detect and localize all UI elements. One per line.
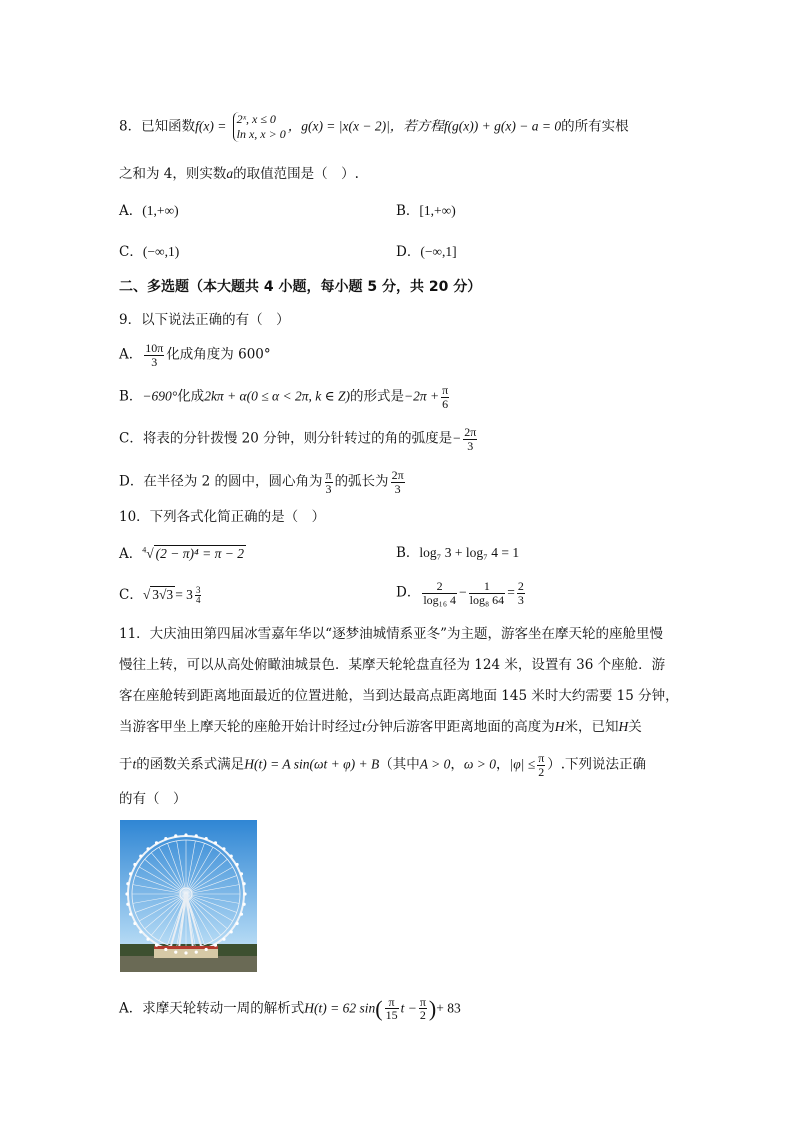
wheel-cabin [164, 948, 167, 951]
wheel-cabin [133, 922, 136, 925]
q10-b-math: log₇ 3 + log₇ 4 = 1 [419, 545, 520, 560]
q9-option-a [119, 342, 271, 368]
q10-c-exp-num: 3 [195, 585, 201, 595]
q9-d-den1: 3 [325, 481, 332, 496]
q9-a-frac [144, 342, 164, 368]
q8-prefix: 8．已知函数 [119, 118, 196, 135]
q9-a-num: 10π [145, 341, 164, 355]
q8-option-d-label: D． [396, 244, 421, 260]
wheel-cabin [205, 837, 208, 840]
q8-eq: f(g(x)) + g(x) − a = 0 [443, 118, 562, 134]
q11-a-den1: 15 [385, 1008, 398, 1023]
q11-a-frac2 [419, 996, 427, 1022]
q11-a-math1: H(t) = 62 sin [304, 1000, 376, 1016]
q9-c-label: C． [119, 430, 143, 447]
q9-d-label: D． [119, 473, 144, 490]
q11-a-den2: 2 [419, 1008, 426, 1023]
q9-b-text2: 的形式是 [350, 388, 404, 405]
q11-a-num2: π [419, 994, 426, 1009]
q9-b-den: 6 [442, 396, 449, 411]
q10-d-num1: 2 [422, 580, 457, 594]
q9-d-den2: 3 [394, 481, 401, 496]
wheel-cabin [164, 837, 167, 840]
q11-phi-frac [537, 752, 545, 778]
q10-d-frac1 [422, 580, 457, 606]
q11-a-label: A． [119, 1000, 143, 1017]
wheel-cabin [126, 903, 129, 906]
q10-b-label: B． [396, 545, 420, 561]
q8-piecewise [233, 112, 286, 142]
q8-gx: ，g(x) = |x(x − 2)|，若方程 [287, 118, 444, 134]
wheel-cabin [222, 938, 225, 941]
q8-option-b [396, 203, 456, 220]
wheel-cabin [222, 847, 225, 850]
wheel-cabin [230, 854, 233, 857]
wheel-cabin [174, 834, 177, 837]
q9-stem: 9．以下说法正确的有（ ） [119, 312, 290, 328]
q10-d-label: D． [396, 584, 421, 601]
q10-d-den2: log₈ 64 [469, 592, 505, 607]
q8-option-c-math: (−∞,1) [142, 244, 180, 259]
wheel-cabin [205, 948, 208, 951]
wheel-cabin [184, 951, 187, 954]
q11-a-text: 求摩天轮转动一周的解析式 [142, 1000, 305, 1017]
q9-d-text1: 在半径为 2 的圆中，圆心角为 [143, 473, 323, 490]
q8-option-b-label: B． [396, 203, 420, 219]
q9-b-math1: −690° [142, 388, 178, 404]
q10-c-exp-den: 4 [195, 595, 201, 606]
q10-c-label: C． [119, 587, 143, 603]
q8-option-c [119, 244, 179, 261]
q11-var-h2: H [618, 719, 629, 734]
q11-cond-a: A > 0 [419, 756, 451, 772]
q11-var-h: H [554, 719, 565, 734]
q11-line4 [119, 719, 642, 736]
wheel-cabin [214, 841, 217, 844]
q8-line2-end: 的取值范围是（ ）. [233, 166, 359, 182]
q11-line5-d: ）.下列说法正确 [547, 756, 647, 773]
q11-cond-omega: ω > 0 [463, 756, 496, 772]
q9-a-label: A． [119, 346, 143, 363]
q8-line1 [119, 112, 629, 142]
q8-suffix: 的所有实根 [561, 118, 629, 135]
q11-line5: 于t的函数关系式满足H(t) = A sin(ωt + φ) + B（其中A > 0，ω > 0，|φ| ≤ $\frac{\pi}{2}$ ）.下列说法正确 [119, 751, 647, 779]
q11-formula: H(t) = A sin(ωt + φ) + B [244, 756, 380, 772]
q8-option-a [119, 203, 179, 220]
q11-line4-b: 分钟后游客甲距离地面的高度为 [365, 719, 555, 735]
q10-option-c: C．√ 3√3 = 3 $\frac{3}{4}$ [119, 585, 201, 606]
wheel-cabin [139, 854, 142, 857]
wheel-cabin [235, 863, 238, 866]
q10-a-math: (2 − π)⁴ = π − 2 [155, 546, 244, 561]
wheel-cabin [155, 841, 158, 844]
q8-option-b-math: [1,+∞) [419, 203, 456, 218]
q9-b-math2: 2kπ + α(0 ≤ α < 2π, k ∈ Z) [204, 388, 350, 404]
wheel-cabin [146, 938, 149, 941]
q9-option-b [119, 384, 451, 410]
q8-line2 [119, 166, 359, 183]
q10-d-frac2 [469, 580, 506, 606]
q9-b-math3: −2π + [404, 388, 440, 404]
q10-a-label: A． [119, 546, 143, 562]
q8-line2-text: 之和为 4，则实数 [119, 166, 227, 182]
q8-option-d [396, 244, 457, 261]
q11-line4-a: 当游客甲坐上摩天轮的座舱开始计时经过 [119, 719, 362, 735]
q9-b-num: π [442, 383, 449, 397]
q10-a-root-index: 4 [142, 545, 147, 555]
wheel-cabin [243, 892, 246, 895]
q8-case1: 2ˣ, x ≤ 0 [236, 112, 276, 126]
q9-option-d [119, 469, 407, 495]
q10-d-den3: 3 [517, 592, 524, 607]
q11-a-t: t − [400, 1000, 417, 1016]
q9-d-num1: π [325, 468, 332, 482]
wheel-cabin [243, 903, 246, 906]
q11-line4-d: 关 [628, 719, 642, 735]
q11-a-num1: π [385, 996, 399, 1010]
wheel-cabin [126, 882, 129, 885]
q10-option-a: A．$^4$√ (2 − π)⁴ = π − 2 [119, 545, 244, 562]
q9-d-text2: 的弧长为 [334, 473, 389, 490]
q10-c-exponent [195, 586, 202, 606]
section-heading: 二、多选题（本大题共 4 小题，每小题 5 分，共 20 分） [119, 279, 482, 295]
q8-fx: f(x) = [195, 118, 227, 134]
q9-d-num2: 2π [391, 468, 404, 482]
q9-d-frac1 [325, 469, 333, 495]
q9-c-minus: − [452, 430, 462, 446]
q11-phi-num: π [538, 751, 545, 765]
wheel-cabin [195, 951, 198, 954]
wheel-cabin [139, 930, 142, 933]
q11-phi-den: 2 [538, 764, 545, 779]
wheel-cabin [195, 834, 198, 837]
wheel-cabin [125, 892, 128, 895]
q11-line5-c: （其中 [379, 756, 420, 773]
q9-c-num: 2π [464, 425, 477, 439]
q9-c-text: 将表的分针拨慢 20 分钟，则分针转过的角的弧度是 [142, 430, 453, 447]
q11-line6: 的有（ ） [119, 791, 187, 807]
wheel-cabin [230, 930, 233, 933]
q10-d-num2: 1 [469, 580, 506, 594]
wheel-cabin [240, 913, 243, 916]
ferris-wheel-photo [120, 820, 257, 972]
q8-option-d-math: (−∞,1] [420, 244, 457, 259]
q10-c-math: 3√3 [152, 587, 174, 602]
q9-c-frac [463, 426, 477, 452]
wheel-cabin [129, 913, 132, 916]
q10-d-frac3 [517, 580, 525, 606]
wheel-cabin [174, 951, 177, 954]
q11-line1: 11．大庆油田第四届冰雪嘉年华以“逐梦油城情系亚冬”为主题，游客坐在摩天轮的座舱里慢 [119, 626, 663, 642]
wheel-cabin [214, 943, 217, 946]
q11-option-a: A．求摩天轮转动一周的解析式H(t) = 62 sin( $\frac{\pi}{15}$ t − $\frac{\pi}{2}$ )+ 83 [119, 994, 461, 1023]
wheel-cabin [235, 922, 238, 925]
q10-c-eq: = 3 [175, 587, 193, 602]
q10-d-minus: − [459, 584, 467, 600]
wheel-cabin [184, 833, 187, 836]
q11-line5-t: t [132, 756, 137, 772]
q11-line5-a: 于 [119, 756, 133, 773]
q9-c-den: 3 [467, 438, 474, 453]
q11-cond-phi: |φ| ≤ [509, 756, 536, 772]
wheel-cabin [146, 847, 149, 850]
q10-stem: 10．下列各式化简正确的是（ ） [119, 509, 326, 525]
q8-option-a-math: (1,+∞) [142, 203, 179, 218]
ferris-wheel-icon [120, 820, 257, 972]
q8-case2: ln x, x > 0 [236, 127, 286, 141]
q10-option-b [396, 545, 519, 562]
q10-d-num3: 2 [517, 579, 524, 593]
q11-a-frac1 [385, 996, 399, 1022]
wheel-cabin [243, 882, 246, 885]
wheel-cabin [129, 872, 132, 875]
q11-var-t: t [362, 719, 366, 734]
q11-line4-c: 米，已知 [564, 719, 619, 735]
q11-a-math2: + 83 [436, 1000, 461, 1016]
q11-line2: 慢往上转，可以从高处俯瞰油城景色．某摩天轮轮盘直径为 124 米，设置有 36 个座舱．游 [119, 657, 666, 673]
q9-d-frac2 [391, 469, 405, 495]
wheel-cabin [133, 863, 136, 866]
q9-b-text1: 化成 [177, 388, 205, 405]
q8-option-c-label: C． [119, 244, 143, 260]
q10-option-d [396, 580, 527, 606]
wheel-cabin [240, 872, 243, 875]
q10-d-eq: = [507, 584, 515, 600]
q9-a-den: 3 [151, 354, 158, 369]
q11-line3: 客在座舱转到距离地面最近的位置进舱，当到达最高点距离地面 145 米时大约需要 15 分钟， [119, 688, 679, 704]
q8-var-a: a [226, 166, 234, 181]
q9-a-text: 化成角度为 600° [166, 346, 271, 363]
q9-option-c [119, 426, 479, 452]
q8-option-a-label: A． [119, 203, 143, 219]
q9-b-label: B． [119, 388, 143, 405]
wheel-cabin [155, 943, 158, 946]
q9-b-frac [441, 384, 449, 410]
q10-d-den1: log₁₆ 4 [423, 592, 457, 607]
q11-line5-b: 的函数关系式满足 [136, 756, 245, 773]
